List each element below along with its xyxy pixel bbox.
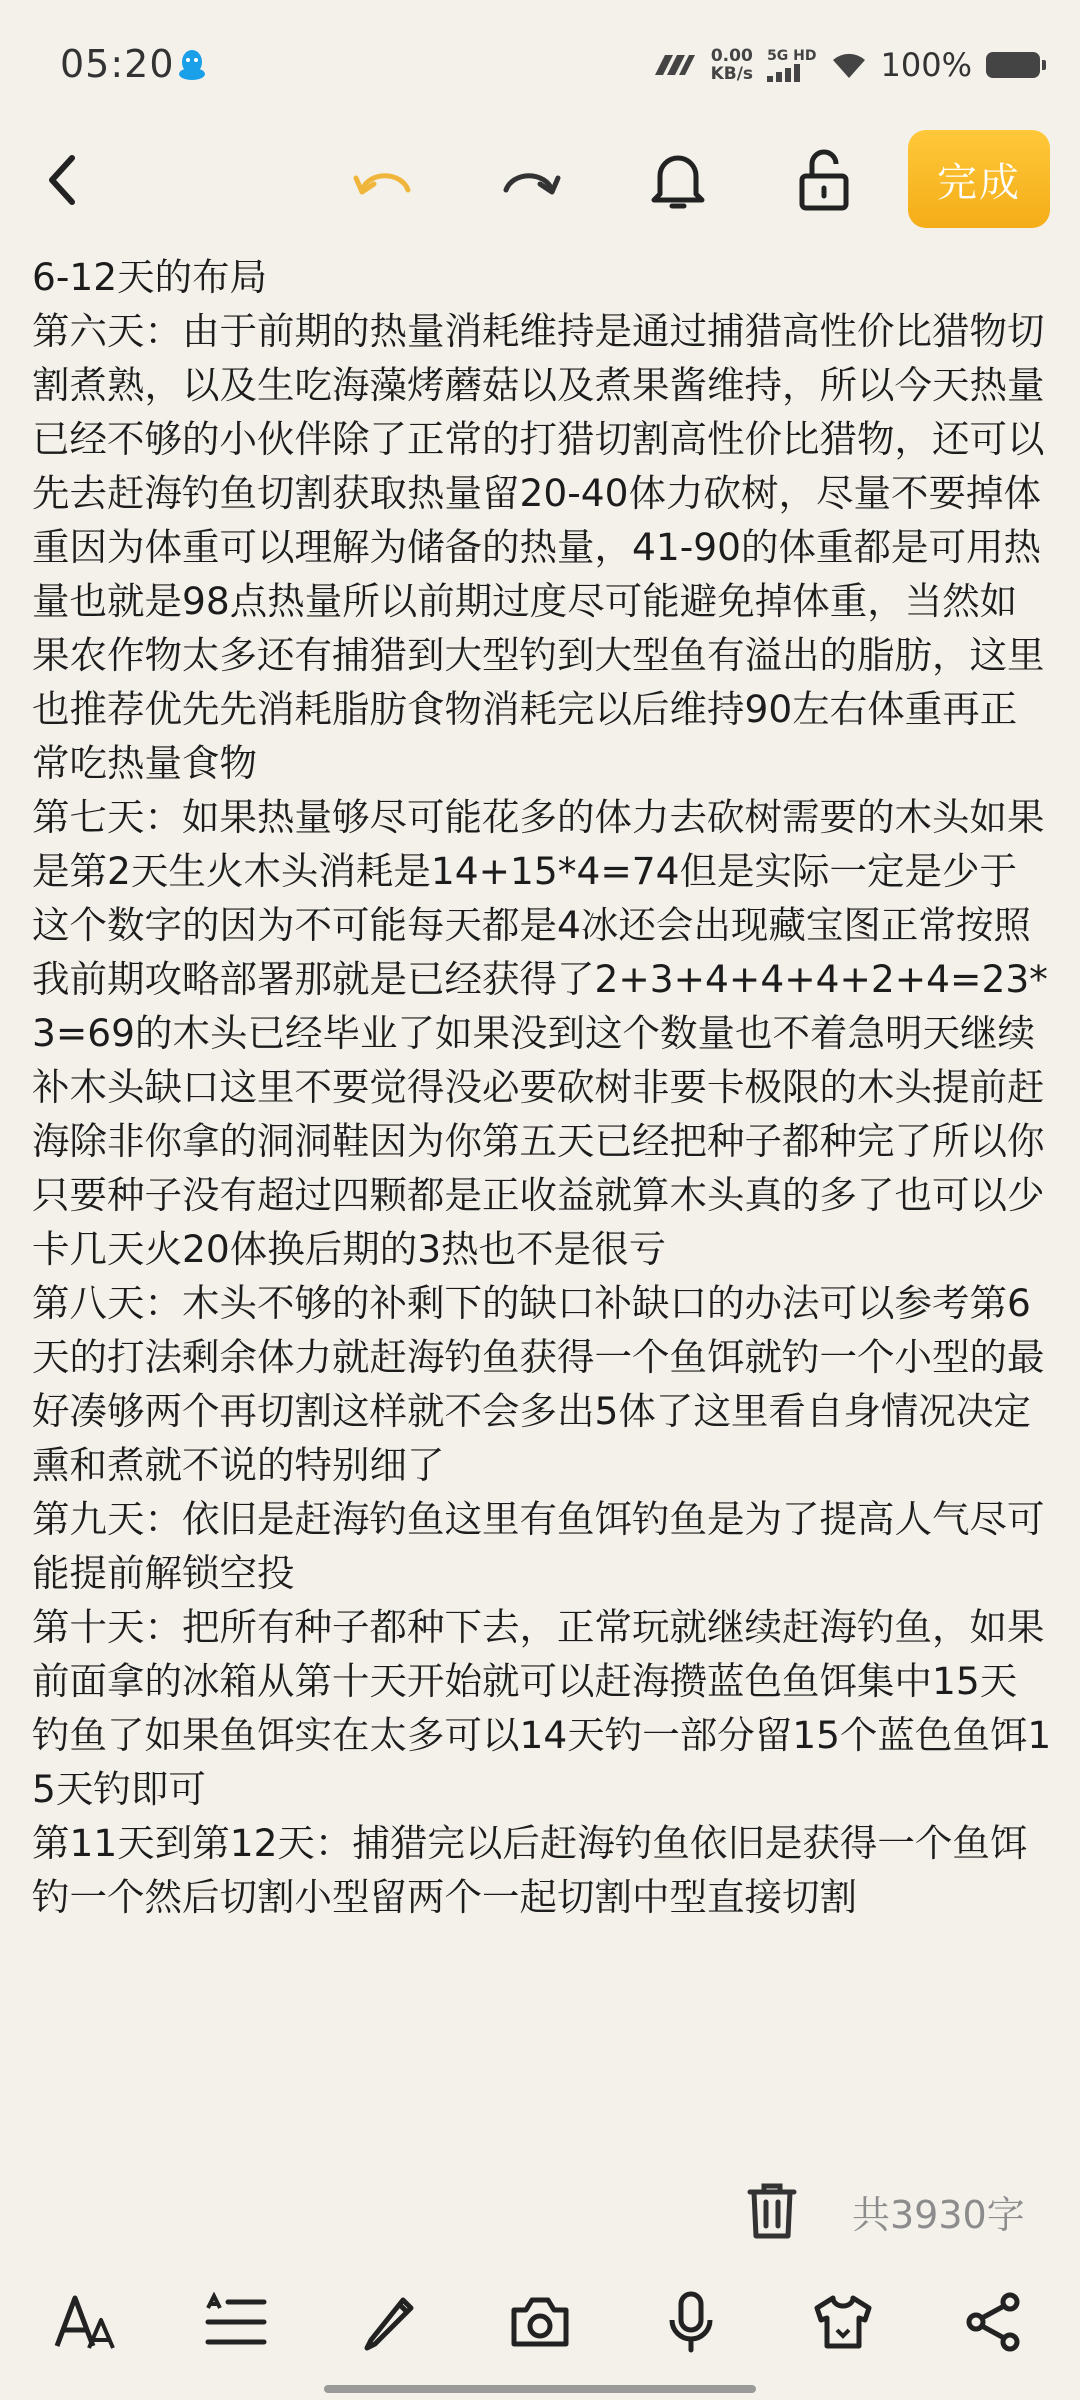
qq-icon xyxy=(178,48,206,82)
speed-unit: KB/s xyxy=(710,64,754,84)
voice-input-button[interactable] xyxy=(653,2284,729,2360)
list-format-button[interactable] xyxy=(199,2284,275,2360)
note-paragraph: 第六天：由于前期的热量消耗维持是通过捕猎高性价比猎物切割煮熟，以及生吃海藻烤蘑菇以及煮果酱维持，所以今天热量已经不够的小伙伴除了正常的打猎切割高性价比猎物，还可以先去赶海钓鱼切割获取热量留20-40体力砍树，尽量不要掉体重因为体重可以理解为储备的热量，41-90的体重都是可用热量也就是98点热量所以前期过度尽可能避免掉体重，当然如果农作物太多还有捕猎到大型钓到大型鱼有溢出的脂肪，这里也推荐优先先消耗脂肪食物消耗完以后维持90左右体重再正常吃热量食物 xyxy=(32,309,1045,785)
note-body[interactable] xyxy=(32,250,1052,2170)
note-paragraph: 第七天：如果热量够尽可能花多的体力去砍树需要的木头如果是第2天生火木头消耗是14+15*4=74但是实际一定是少于这个数字的因为不可能每天都是4冰还会出现藏宝图正常按照我前期攻略部署那就是已经获得了2+3+4+4+4+2+4=23*3=69的木头已经毕业了如果没到这个数量也不着急明天继续补木头缺口这里不要觉得没必要砍树非要卡极限的木头提前赶海除非你拿的洞洞鞋因为你第五天已经把种子都种完了所以你只要种子没有超过四颗都是正收益就算木头真的多了也可以少卡几天火20体换后期的3热也不是很亏 xyxy=(32,795,1048,1271)
font-style-icon xyxy=(53,2292,119,2352)
lock-button[interactable] xyxy=(788,144,860,216)
undo-icon xyxy=(352,160,416,200)
back-button[interactable] xyxy=(26,144,98,216)
share-icon xyxy=(964,2292,1024,2352)
redo-icon xyxy=(498,160,562,200)
wifi-icon xyxy=(831,50,867,80)
trash-icon xyxy=(740,2178,804,2242)
note-paragraph: 第八天：木头不够的补剩下的缺口补缺口的办法可以参考第6天的打法剩余体力就赶海钓鱼获得一个鱼饵就钓一个小型的最好凑够两个再切割这样就不会多出5体了这里看自身情况决定熏和煮就不说的特别细了 xyxy=(32,1281,1045,1487)
share-button[interactable] xyxy=(956,2284,1032,2360)
handwriting-button[interactable] xyxy=(351,2284,427,2360)
note-paragraph: 6-12天的布局 xyxy=(32,255,268,299)
word-count: 共3930字 xyxy=(852,2193,1025,2237)
note-paragraph: 第11天到第12天：捕猎完以后赶海钓鱼依旧是获得一个鱼饵钓一个然后切割小型留两个一起切割中型直接切割 xyxy=(32,1821,1028,1919)
camera-icon xyxy=(508,2294,572,2350)
microphone-icon xyxy=(666,2290,716,2354)
delete-button[interactable] xyxy=(740,2178,804,2242)
camera-button[interactable] xyxy=(502,2284,578,2360)
editor-toolbar xyxy=(0,130,1080,230)
battery-icon xyxy=(986,52,1040,78)
home-indicator[interactable] xyxy=(324,2385,756,2393)
unlock-icon xyxy=(796,148,852,212)
status-bar xyxy=(0,0,1080,130)
note-paragraph: 第十天：把所有种子都种下去，正常玩就继续赶海钓鱼，如果前面拿的冰箱从第十天开始就可以赶海攒蓝色鱼饵集中15天钓鱼了如果鱼饵实在太多可以14天钓一部分留15个蓝色鱼饵15天钓即可 xyxy=(32,1605,1052,1811)
list-icon xyxy=(204,2292,270,2352)
cellular-block xyxy=(767,48,816,82)
status-indicators xyxy=(651,40,1040,90)
status-time: 05:20 xyxy=(60,42,175,86)
signal-strength-icon xyxy=(651,53,697,77)
reminder-button[interactable] xyxy=(642,144,714,216)
theme-button[interactable] xyxy=(805,2284,881,2360)
chevron-left-icon xyxy=(42,152,82,208)
tshirt-icon xyxy=(811,2292,875,2352)
bottom-toolbar xyxy=(0,2262,1080,2382)
network-type: 5G HD xyxy=(767,48,817,64)
pencil-icon xyxy=(359,2292,419,2352)
redo-button[interactable] xyxy=(494,144,566,216)
bell-icon xyxy=(648,148,708,212)
cellular-bars-icon xyxy=(767,64,803,82)
network-speed xyxy=(711,47,753,83)
speed-value: 0.00 xyxy=(710,46,753,66)
note-paragraph: 第九天：依旧是赶海钓鱼这里有鱼饵钓鱼是为了提高人气尽可能提前解锁空投 xyxy=(32,1497,1045,1595)
done-button[interactable]: 完成 xyxy=(908,130,1050,228)
text-style-button[interactable] xyxy=(48,2284,124,2360)
undo-button[interactable] xyxy=(348,144,420,216)
battery-percent: 100% xyxy=(880,46,972,84)
